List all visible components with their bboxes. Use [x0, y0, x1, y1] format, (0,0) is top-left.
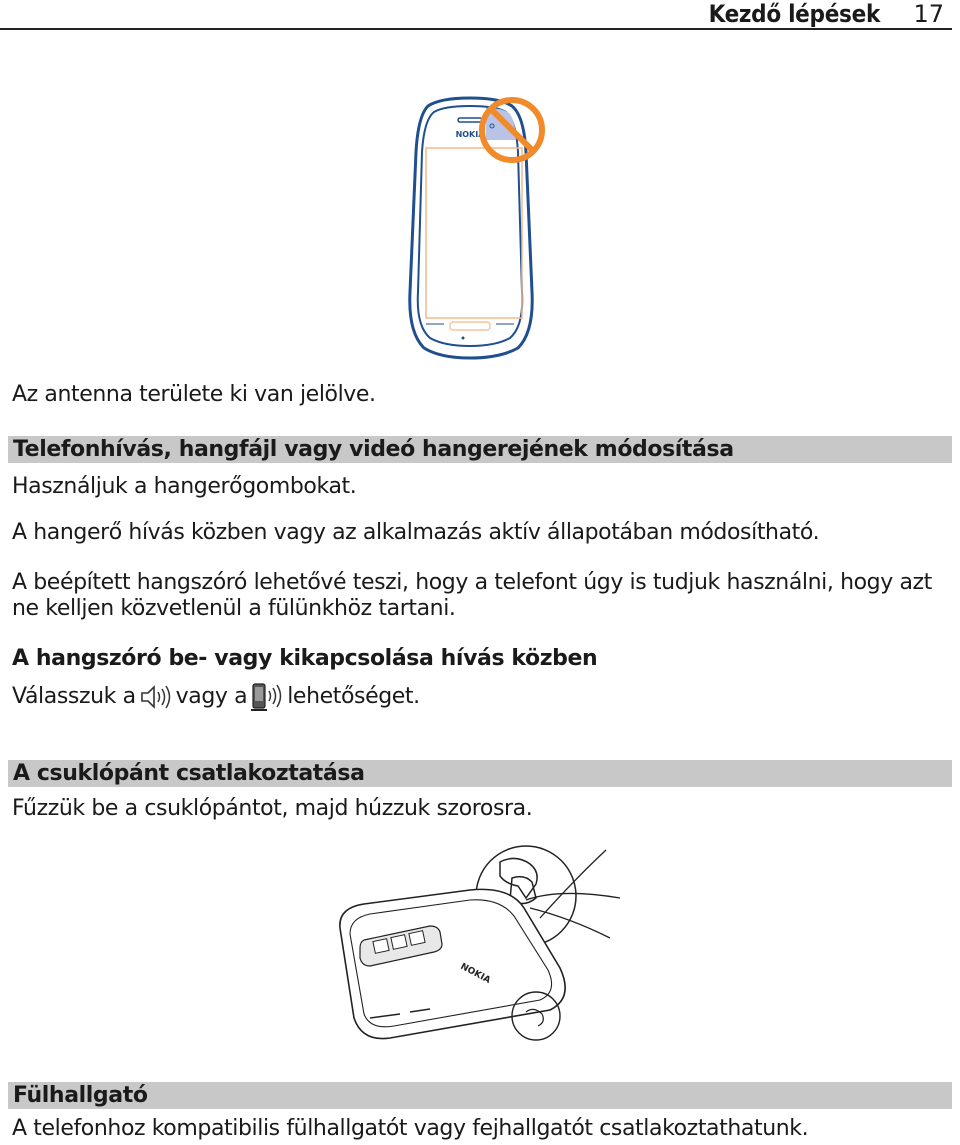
header-title: Kezdő lépések — [708, 0, 880, 28]
antenna-text: Az antenna területe ki van jelölve. — [12, 382, 376, 407]
volume-text-3: A beépített hangszóró lehetővé teszi, hogy a telefont úgy is tudjuk használni, hogy azt ne kelljen közvetlenül a fülünkhöz tartani. — [12, 570, 932, 621]
volume-heading: Telefonhívás, hangfájl vagy videó hangerejének módosítása — [13, 437, 734, 462]
wrist-strap-heading: A csuklópánt csatlakoztatása — [13, 761, 365, 786]
phone-front-illustration — [400, 92, 560, 362]
phone-front-brand: NOKIA — [455, 130, 485, 139]
wrist-strap-illustration — [330, 838, 630, 1048]
phone-back-brand: NOKIA — [458, 961, 492, 986]
headset-heading: Fülhallgató — [13, 1083, 148, 1108]
speaker-icon — [140, 683, 172, 711]
wrist-strap-text: Fűzzük be a csuklópántot, majd húzzuk szorosra. — [12, 796, 533, 821]
speaker-text-before: Válasszuk a — [12, 684, 136, 709]
volume-text-2: A hangerő hívás közben vagy az alkalmazás aktív állapotában módosítható. — [12, 520, 820, 545]
volume-text-1: Használjuk a hangerőgombokat. — [12, 474, 357, 499]
wrist-strap-heading-bar — [8, 760, 952, 787]
speaker-instruction — [12, 682, 420, 712]
headset-heading-bar — [8, 1082, 952, 1109]
volume-heading-bar — [8, 436, 952, 463]
speaker-text-middle: vagy a — [175, 684, 248, 709]
speaker-text-after: lehetőséget. — [287, 684, 420, 709]
page-header — [0, 0, 952, 30]
speaker-heading: A hangszóró be- vagy kikapcsolása hívás közben — [12, 646, 598, 671]
headset-text: A telefonhoz kompatibilis fülhallgatót vagy fejhallgatót csatlakoztathatunk. — [12, 1116, 809, 1141]
page-number: 17 — [913, 0, 944, 28]
handset-speaker-icon — [251, 682, 283, 712]
